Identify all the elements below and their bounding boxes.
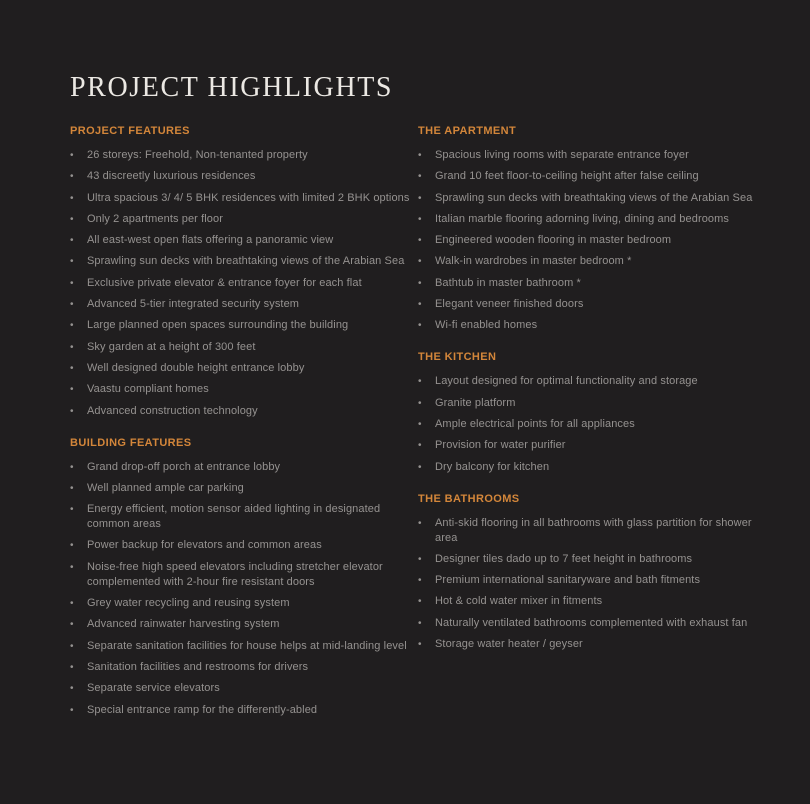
- list-item-text: Hot & cold water mixer in fitments: [435, 595, 603, 608]
- list-item: [418, 374, 764, 389]
- list-item-text: Large planned open spaces surrounding the building: [87, 319, 349, 332]
- list-item: [70, 617, 410, 632]
- two-column-layout: [70, 124, 810, 724]
- list-item-text: Sprawling sun decks with breathtaking views of the Arabian Sea: [435, 191, 753, 204]
- list-item-text: Wi-fi enabled homes: [435, 319, 538, 332]
- list-item: [418, 616, 764, 631]
- bullet-icon: •: [418, 171, 422, 183]
- list-item: [70, 639, 410, 654]
- bullet-icon: •: [70, 482, 74, 494]
- list-item: [70, 460, 410, 475]
- bullet-icon: •: [418, 461, 422, 473]
- list-item: [418, 637, 764, 652]
- bullet-icon: •: [418, 440, 422, 452]
- list-item: [70, 703, 410, 718]
- list-item-text: Dry balcony for kitchen: [435, 460, 550, 473]
- list-item: [70, 254, 410, 269]
- bullet-icon: •: [418, 639, 422, 651]
- bullet-icon: •: [70, 461, 74, 473]
- list-item: [418, 254, 764, 269]
- list-item-text: Sanitation facilities and restrooms for drivers: [87, 660, 309, 673]
- bullet-icon: •: [418, 192, 422, 204]
- list-item-text: Grey water recycling and reusing system: [87, 597, 290, 610]
- bullet-icon: •: [70, 661, 74, 673]
- bullet-icon: •: [70, 341, 74, 353]
- list-item: [70, 169, 410, 184]
- bullet-icon: •: [70, 171, 74, 183]
- list-item: [70, 681, 410, 696]
- bullet-icon: •: [70, 320, 74, 332]
- feature-list: [418, 516, 764, 652]
- bullet-icon: •: [70, 213, 74, 225]
- feature-list: [418, 148, 764, 333]
- bullet-icon: •: [70, 299, 74, 311]
- bullet-icon: •: [70, 619, 74, 631]
- list-item-text: 43 discreetly luxurious residences: [87, 170, 256, 183]
- list-item: [70, 560, 410, 590]
- list-item: [418, 460, 764, 475]
- list-item-text: All east-west open flats offering a panoramic view: [87, 234, 334, 247]
- list-item-text: Ample electrical points for all appliances: [435, 417, 635, 430]
- list-item: [418, 438, 764, 453]
- list-item: [418, 396, 764, 411]
- list-item: [70, 297, 410, 312]
- list-item: [418, 169, 764, 184]
- list-item: [418, 594, 764, 609]
- list-item: [70, 502, 410, 532]
- list-item-text: Provision for water purifier: [435, 439, 566, 452]
- feature-list: [418, 374, 764, 474]
- bullet-icon: •: [418, 596, 422, 608]
- left-column: [70, 124, 410, 724]
- bullet-icon: •: [70, 640, 74, 652]
- features-section: [418, 124, 764, 333]
- section-heading: THE APARTMENT: [418, 125, 517, 137]
- list-item-text: Spacious living rooms with separate entrance foyer: [435, 149, 689, 161]
- list-item: [418, 148, 764, 163]
- bullet-icon: •: [418, 575, 422, 587]
- feature-list: [70, 460, 410, 718]
- list-item-text: Only 2 apartments per floor: [87, 212, 223, 225]
- list-item-text: Anti-skid flooring in all bathrooms with glass partition for shower area: [435, 516, 752, 544]
- list-item-text: Advanced rainwater harvesting system: [87, 618, 280, 631]
- bullet-icon: •: [418, 397, 422, 409]
- list-item-text: Grand 10 feet floor-to-ceiling height after false ceiling: [435, 170, 699, 183]
- list-item-text: Storage water heater / geyser: [435, 638, 583, 651]
- list-item-text: Well designed double height entrance lobby: [87, 361, 305, 374]
- page-title: PROJECT HIGHLIGHTS: [70, 72, 394, 103]
- list-item-text: Noise-free high speed elevators including stretcher elevator complemented with 2-hour fire resistant doors: [87, 560, 383, 588]
- bullet-icon: •: [70, 561, 74, 573]
- list-item: [418, 552, 764, 567]
- feature-list: [70, 148, 410, 419]
- bullet-icon: •: [418, 213, 422, 225]
- list-item-text: Exclusive private elevator & entrance foyer for each flat: [87, 276, 362, 289]
- list-item-text: Walk-in wardrobes in master bedroom *: [435, 255, 632, 268]
- bullet-icon: •: [70, 150, 74, 161]
- bullet-icon: •: [70, 362, 74, 374]
- features-section: [418, 492, 764, 652]
- bullet-icon: •: [70, 192, 74, 204]
- list-item: [418, 417, 764, 432]
- list-item: [70, 212, 410, 227]
- list-item: [418, 233, 764, 248]
- list-item: [418, 212, 764, 227]
- bullet-icon: •: [418, 277, 422, 289]
- bullet-icon: •: [70, 683, 74, 695]
- list-item: [70, 382, 410, 397]
- features-section: [418, 350, 764, 474]
- list-item-text: Italian marble flooring adorning living, dining and bedrooms: [435, 212, 730, 225]
- bullet-icon: •: [418, 553, 422, 565]
- features-section: [70, 124, 410, 419]
- bullet-icon: •: [418, 320, 422, 332]
- list-item: [418, 191, 764, 206]
- list-item: [70, 596, 410, 611]
- list-item-text: Special entrance ramp for the differently-abled: [87, 703, 318, 716]
- list-item-text: Power backup for elevators and common areas: [87, 539, 322, 552]
- list-item-text: Well planned ample car parking: [87, 481, 244, 494]
- bullet-icon: •: [70, 256, 74, 268]
- bullet-icon: •: [70, 504, 74, 516]
- list-item: [70, 340, 410, 355]
- list-item-text: 26 storeys: Freehold, Non-tenanted property: [87, 149, 308, 161]
- bullet-icon: •: [418, 376, 422, 388]
- bullet-icon: •: [418, 418, 422, 430]
- bullet-icon: •: [418, 299, 422, 311]
- bullet-icon: •: [70, 598, 74, 610]
- list-item-text: Separate service elevators: [87, 682, 220, 695]
- list-item-text: Bathtub in master bathroom *: [435, 276, 581, 289]
- list-item-text: Advanced construction technology: [87, 404, 258, 417]
- list-item-text: Vaastu compliant homes: [87, 383, 209, 396]
- right-column: [418, 124, 764, 658]
- list-item: [418, 516, 764, 546]
- list-item-text: Grand drop-off porch at entrance lobby: [87, 460, 281, 473]
- list-item: [70, 318, 410, 333]
- list-item-text: Layout designed for optimal functionality and storage: [435, 375, 698, 388]
- list-item: [70, 233, 410, 248]
- bullet-icon: •: [70, 405, 74, 417]
- bullet-icon: •: [418, 150, 422, 161]
- list-item: [70, 660, 410, 675]
- list-item-text: Separate sanitation facilities for house helps at mid-landing level: [87, 639, 407, 652]
- list-item-text: Engineered wooden flooring in master bedroom: [435, 234, 672, 247]
- list-item: [70, 191, 410, 206]
- list-item-text: Premium international sanitaryware and bath fitments: [435, 574, 701, 587]
- bullet-icon: •: [418, 235, 422, 247]
- bullet-icon: •: [70, 704, 74, 716]
- list-item: [70, 276, 410, 291]
- list-item-text: Energy efficient, motion sensor aided lighting in designated common areas: [87, 503, 381, 531]
- section-heading: THE KITCHEN: [418, 351, 497, 364]
- bullet-icon: •: [418, 517, 422, 529]
- list-item-text: Naturally ventilated bathrooms complemented with exhaust fan: [435, 616, 748, 629]
- list-item-text: Sprawling sun decks with breathtaking views of the Arabian Sea: [87, 255, 405, 268]
- list-item: [70, 538, 410, 553]
- list-item: [418, 297, 764, 312]
- section-heading: PROJECT FEATURES: [70, 125, 190, 137]
- bullet-icon: •: [70, 384, 74, 396]
- list-item: [418, 318, 764, 333]
- list-item-text: Granite platform: [435, 396, 516, 409]
- list-item: [70, 481, 410, 496]
- bullet-icon: •: [70, 277, 74, 289]
- list-item: [70, 361, 410, 376]
- list-item-text: Elegant veneer finished doors: [435, 298, 584, 311]
- list-item-text: Sky garden at a height of 300 feet: [87, 340, 256, 353]
- section-heading: THE BATHROOMS: [418, 492, 520, 505]
- list-item-text: Ultra spacious 3/ 4/ 5 BHK residences with limited 2 BHK options: [87, 191, 410, 204]
- bullet-icon: •: [418, 617, 422, 629]
- section-heading: BUILDING FEATURES: [70, 436, 192, 449]
- list-item-text: Advanced 5-tier integrated security system: [87, 298, 300, 311]
- bullet-icon: •: [70, 540, 74, 552]
- list-item: [418, 276, 764, 291]
- list-item-text: Designer tiles dado up to 7 feet height in bathrooms: [435, 552, 693, 565]
- bullet-icon: •: [70, 235, 74, 247]
- bullet-icon: •: [418, 256, 422, 268]
- list-item: [70, 404, 410, 419]
- features-section: [70, 436, 410, 718]
- list-item: [70, 148, 410, 163]
- list-item: [418, 573, 764, 588]
